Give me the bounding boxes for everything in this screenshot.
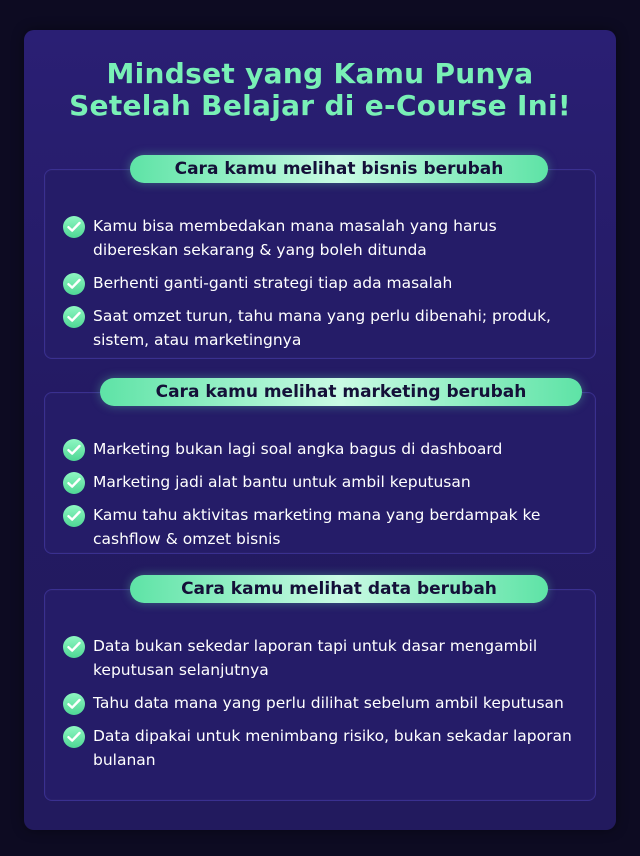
section-heading-marketing: Cara kamu melihat marketing berubah <box>100 378 582 406</box>
section-heading-data: Cara kamu melihat data berubah <box>130 575 548 603</box>
check-circle-icon <box>63 273 85 295</box>
section-card-marketing <box>44 392 596 554</box>
list-item-text: Kamu bisa membedakan mana masalah yang harus dibereskan sekarang & yang boleh ditunda <box>93 217 497 259</box>
check-circle-icon <box>63 636 85 658</box>
section-card-data <box>44 589 596 801</box>
list-item <box>63 470 583 494</box>
list-item <box>63 214 583 262</box>
list-item-text: Tahu data mana yang perlu dilihat sebelum ambil keputusan <box>93 694 564 712</box>
list-item-text: Data dipakai untuk menimbang risiko, bukan sekadar laporan bulanan <box>93 727 572 769</box>
list-item <box>63 304 583 352</box>
list-item-text: Kamu tahu aktivitas marketing mana yang berdampak ke cashflow & omzet bisnis <box>93 506 541 548</box>
section-heading-bisnis: Cara kamu melihat bisnis berubah <box>130 155 548 183</box>
check-circle-icon <box>63 306 85 328</box>
check-circle-icon <box>63 726 85 748</box>
list-item <box>63 503 583 551</box>
list-item-text: Marketing bukan lagi soal angka bagus di dashboard <box>93 440 503 458</box>
section-marketing <box>44 378 596 556</box>
list-item <box>63 691 583 715</box>
check-circle-icon <box>63 472 85 494</box>
list-item-text: Saat omzet turun, tahu mana yang perlu dibenahi; produk, sistem, atau marketingnya <box>93 307 551 349</box>
list-item <box>63 271 583 295</box>
check-circle-icon <box>63 439 85 461</box>
section-data <box>44 575 596 805</box>
page-title <box>24 58 616 122</box>
title-line-1: Mindset yang Kamu Punya <box>106 57 534 90</box>
check-circle-icon <box>63 505 85 527</box>
list-item-text: Berhenti ganti-ganti strategi tiap ada masalah <box>93 274 453 292</box>
list-item <box>63 724 583 772</box>
checklist <box>63 437 583 560</box>
check-circle-icon <box>63 216 85 238</box>
title-line-2: Setelah Belajar di e-Course Ini! <box>69 89 571 122</box>
list-item-text: Marketing jadi alat bantu untuk ambil keputusan <box>93 473 471 491</box>
section-bisnis <box>44 155 596 361</box>
list-item <box>63 437 583 461</box>
check-circle-icon <box>63 693 85 715</box>
checklist <box>63 634 583 781</box>
infographic-panel <box>24 30 616 830</box>
checklist <box>63 214 583 361</box>
list-item-text: Data bukan sekedar laporan tapi untuk dasar mengambil keputusan selanjutnya <box>93 637 538 679</box>
list-item <box>63 634 583 682</box>
section-card-bisnis <box>44 169 596 359</box>
